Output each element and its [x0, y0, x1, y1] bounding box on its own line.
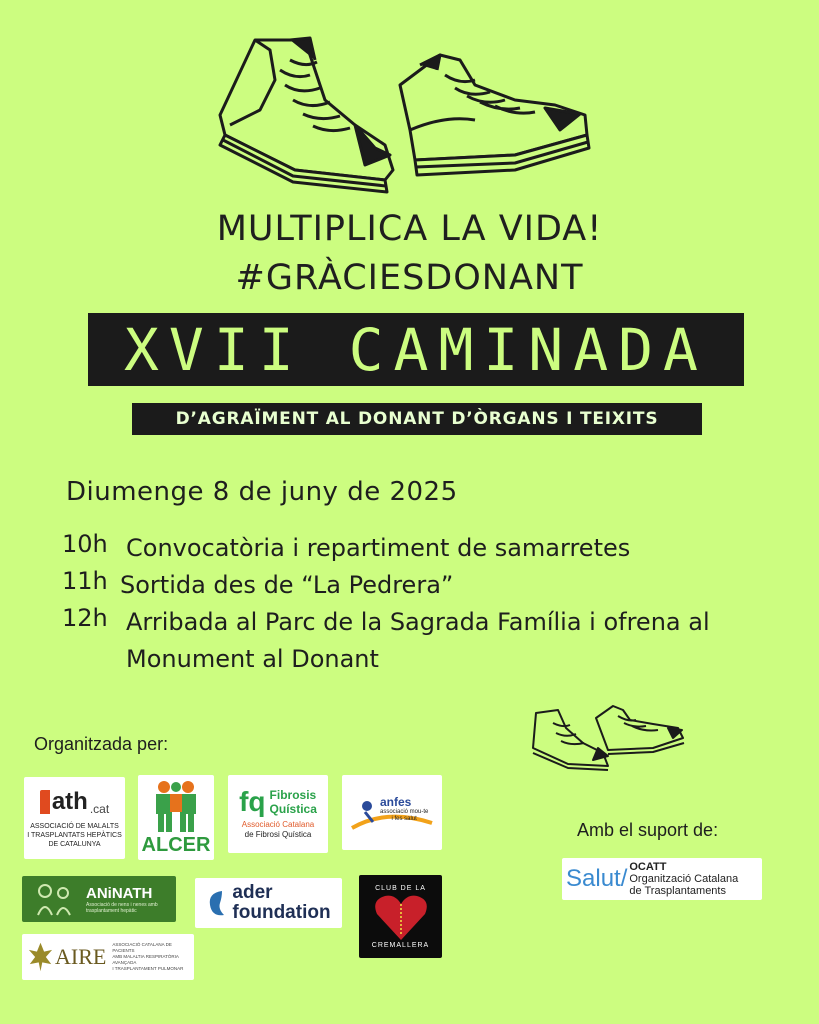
aninath-logo	[22, 876, 176, 922]
aire-logo-name: AIRE	[55, 944, 107, 969]
ath-logo-line: I TRASPLANTATS HEPÀTICS	[27, 831, 122, 839]
aninath-logo-line: trasplantament hepàtic	[86, 907, 137, 914]
anfes-logo-line: associació mou-te	[380, 809, 429, 815]
fq-logo-name: Fibrosis	[269, 788, 317, 802]
aninath-logo-name: ANiNATH	[86, 884, 153, 902]
club-logo-text: CREMALLERA	[371, 941, 430, 949]
anfes-logo-line: i fes salut	[391, 816, 417, 822]
schedule-item	[62, 530, 776, 567]
alcer-figures-icon	[146, 779, 206, 834]
schedule-text: Arribada al Parc de la Sagrada Família i ofrena al Monument al Donant	[126, 608, 710, 673]
ocatt-logo-name: OCATT	[629, 861, 667, 873]
ocatt-logo-line: Organització Catalana	[629, 873, 739, 885]
ath-logo-line: DE CATALUNYA	[48, 840, 101, 848]
alcer-logo-name: ALCER	[141, 833, 211, 856]
schedule-time: 12h	[62, 604, 108, 632]
ocatt-logo-line: de Trasplantaments	[629, 885, 726, 897]
aire-logo	[22, 934, 194, 980]
fq-logo-mark: fq	[239, 786, 266, 817]
headline-hashtag: #GRÀCIESDONANT	[235, 258, 584, 298]
headline-primary: MULTIPLICA LA VIDA!	[216, 209, 603, 249]
aninath-logo-line: Associació de nens i nenes amb	[86, 901, 158, 908]
aire-logo-line: ASSOCIACIÓ CATALANA DE PACIENTS	[112, 942, 172, 953]
schedule-time: 10h	[62, 530, 108, 558]
aire-logo-line: AMB MALALTIA RESPIRATÒRIA AVANÇADA	[112, 954, 179, 965]
ath-logo	[24, 777, 125, 859]
support-label: Amb el suport de:	[577, 820, 719, 840]
event-subtitle: D’AGRAÏMENT AL DONANT D’ÒRGANS I TEIXITS	[132, 403, 702, 435]
alcer-logo	[138, 775, 214, 860]
organizers-label: Organitzada per:	[34, 734, 169, 754]
club-cremallera-logo	[359, 875, 442, 958]
salut-logo-text: Salut/	[566, 865, 628, 892]
event-date: Diumenge 8 de juny de 2025	[66, 477, 458, 507]
anfes-logo-name: anfes	[380, 795, 412, 809]
ader-logo-name: ader	[232, 882, 273, 903]
fibrosis-quistica-logo	[228, 775, 328, 853]
event-title: XVII CAMINADA	[88, 313, 744, 386]
ocatt-logo	[562, 858, 762, 900]
fq-logo-line: de Fibrosi Quística	[244, 830, 312, 839]
small-sneakers-illustration	[528, 698, 688, 773]
schedule-text: Sortida des de “La Pedrera”	[120, 571, 454, 599]
fq-logo-name: Quística	[269, 802, 317, 816]
schedule-time: 11h	[62, 567, 108, 595]
aninath-figures-icon	[30, 879, 80, 919]
schedule-item	[62, 567, 770, 604]
fq-logo-line: Associació Catalana	[241, 820, 315, 829]
heart-zipper-icon	[373, 892, 429, 942]
schedule-item	[62, 604, 776, 678]
leaf-icon	[28, 939, 53, 975]
club-logo-text: CLUB DE LA	[375, 884, 426, 892]
aire-logo-line: I TRASPLANTAMENT PULMONAR	[112, 966, 184, 971]
sneakers-illustration	[215, 30, 595, 200]
ath-logo-name: ath	[51, 787, 88, 815]
ader-logo-name: foundation	[232, 902, 331, 923]
schedule-text: Convocatòria i repartiment de samarretes	[126, 534, 631, 562]
ader-kidney-icon	[206, 887, 230, 919]
ath-logo-suffix: .cat	[89, 801, 110, 816]
ader-foundation-logo	[195, 878, 342, 928]
ath-logo-line: ASSOCIACIÓ DE MALALTS	[30, 822, 119, 830]
anfes-logo	[342, 775, 442, 850]
